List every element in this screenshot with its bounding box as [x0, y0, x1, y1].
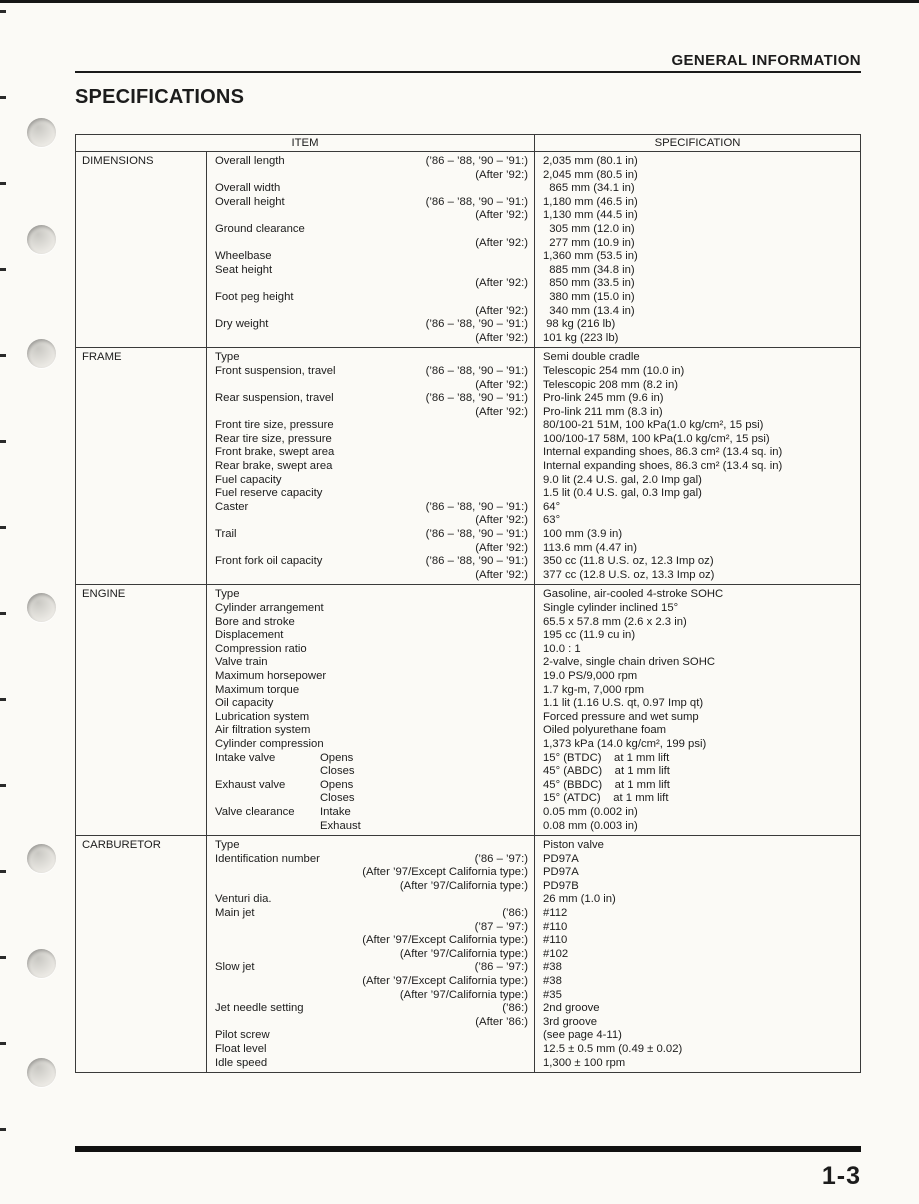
spec-value: #38 [543, 975, 562, 988]
item-label [215, 820, 218, 834]
spec-value: #112 [543, 907, 568, 920]
section-label: CARBURETOR [76, 836, 207, 1072]
item-label: Wheelbase [215, 250, 272, 263]
item-qualifier: (After ’97/Except California type:) [362, 975, 528, 988]
item-line [215, 528, 528, 542]
column-header-specification: SPECIFICATION [654, 137, 741, 149]
section-label: ENGINE [76, 585, 207, 835]
item-label: Float level [215, 1043, 267, 1055]
item-qualifier: (After ’92:) [475, 168, 528, 181]
item-label: Idle speed [215, 1056, 268, 1069]
spec-value: 850 mm (33.5 in) [543, 277, 635, 290]
item-qualifier: (After ’97/California type:) [399, 947, 528, 960]
item-label: Maximum torque [215, 683, 300, 696]
spec-value: 1,360 mm (53.5 in) [543, 250, 638, 263]
spec-value: 1,373 kPa (14.0 kg/cm², 199 psi) [543, 737, 707, 750]
spec-value: 885 mm (34.8 in) [543, 263, 635, 276]
item-label: Trail [215, 528, 237, 541]
binder-hole [27, 118, 56, 147]
item-label: Maximum horsepower [215, 669, 327, 682]
spec-value: 3rd groove [543, 1015, 598, 1028]
item-sublabel: Closes [320, 792, 355, 805]
item-label: Front brake, swept area [215, 446, 335, 459]
scan-tick [0, 956, 6, 959]
table-section-dimensions [76, 152, 860, 348]
item-label [215, 209, 218, 223]
item-label [215, 277, 218, 291]
scan-tick [0, 784, 6, 787]
spec-value: Forced pressure and wet sump [543, 710, 699, 723]
item-label: Type [215, 839, 240, 852]
item-line [215, 419, 528, 433]
table-section-engine [76, 585, 860, 836]
item-qualifier: (’86 – ’88, ’90 – ’91:) [425, 392, 528, 405]
item-label: Type [215, 351, 240, 364]
spec-value: #38 [543, 961, 562, 974]
binder-hole [27, 225, 56, 254]
spec-value: Internal expanding shoes, 86.3 cm² (13.4 sq. in) [543, 460, 783, 473]
spec-value: #35 [543, 988, 562, 1001]
item-qualifier: (’86 – ’88, ’90 – ’91:) [425, 528, 528, 541]
spec-value: (see page 4-11) [543, 1029, 622, 1042]
spec-value: 45° (ABDC) at 1 mm lift [543, 765, 670, 778]
item-label: Exhaust valve [215, 778, 286, 791]
item-line [215, 1029, 528, 1043]
item-qualifier: (After ’92:) [475, 304, 528, 317]
item-label: Intake valve [215, 751, 276, 764]
item-line [215, 670, 528, 684]
item-qualifier: (’86 – ’88, ’90 – ’91:) [425, 195, 528, 208]
spec-value: 2,045 mm (80.5 in) [543, 168, 638, 181]
item-label: Compression ratio [215, 642, 307, 655]
item-line [215, 433, 528, 447]
item-line [215, 921, 528, 935]
scan-tick [0, 870, 6, 873]
table-section-carburetor [76, 836, 860, 1072]
item-line [215, 351, 528, 365]
item-line [215, 711, 528, 725]
item-line [215, 514, 528, 528]
table-header-row [76, 135, 860, 152]
specifications-table [75, 134, 861, 1073]
item-column [207, 348, 535, 584]
item-label [215, 379, 218, 393]
item-line [215, 820, 528, 834]
item-label: Fuel reserve capacity [215, 487, 323, 500]
item-line [215, 460, 528, 474]
spec-value: 2nd groove [543, 1002, 600, 1015]
item-line [215, 1057, 528, 1071]
item-line [215, 542, 528, 556]
item-label: Valve train [215, 656, 268, 669]
item-label: Foot peg height [215, 290, 294, 303]
item-line [215, 446, 528, 460]
spec-value: 101 kg (223 lb) [543, 331, 619, 344]
item-line [215, 1016, 528, 1030]
item-line [215, 169, 528, 183]
item-line [215, 392, 528, 406]
spec-value: 2,035 mm (80.1 in) [543, 155, 638, 167]
spec-value: 100 mm (3.9 in) [543, 528, 623, 541]
spec-value: 1.7 kg-m, 7,000 rpm [543, 683, 645, 696]
spec-value: 1,300 ± 100 rpm [543, 1056, 626, 1069]
item-label: Front suspension, travel [215, 364, 336, 377]
spec-value: 63° [543, 514, 561, 527]
item-line [215, 209, 528, 223]
item-qualifier: (After ’92:) [475, 568, 528, 581]
spec-value: Oiled polyurethane foam [543, 724, 667, 737]
item-qualifier: (After ’92:) [475, 541, 528, 554]
item-line [215, 155, 528, 169]
item-label: Lubrication system [215, 710, 310, 723]
page-number: 1-3 [821, 1162, 861, 1190]
item-line [215, 555, 528, 569]
item-label [215, 989, 218, 1003]
spec-value: 1.5 lit (0.4 U.S. gal, 0.3 Imp gal) [543, 487, 702, 500]
spec-value: PD97A [543, 866, 579, 879]
spec-value: 277 mm (10.9 in) [543, 236, 635, 249]
item-label: Cylinder compression [215, 737, 324, 750]
binder-hole [27, 844, 56, 873]
spec-value: 1,180 mm (46.5 in) [543, 195, 638, 208]
spec-value: PD97B [543, 879, 579, 892]
spec-value: Pro-link 245 mm (9.6 in) [543, 392, 664, 405]
spec-value: 9.0 lit (2.4 U.S. gal, 2.0 Imp gal) [543, 473, 702, 486]
spec-value: Telescopic 254 mm (10.0 in) [543, 364, 685, 377]
item-label: Identification number [215, 852, 320, 865]
item-line [215, 406, 528, 420]
item-sublabel: Opens [320, 778, 354, 791]
spec-value: 64° [543, 500, 561, 513]
item-qualifier: (After ’92:) [475, 331, 528, 344]
item-line [215, 602, 528, 616]
binder-hole [27, 593, 56, 622]
item-line [215, 853, 528, 867]
item-label [215, 1016, 218, 1030]
item-label [215, 169, 218, 183]
item-line [215, 305, 528, 319]
scan-tick [0, 182, 6, 185]
item-qualifier: (’86 – ’88, ’90 – ’91:) [425, 318, 528, 331]
spec-value: 377 cc (12.8 U.S. oz, 13.3 Imp oz) [543, 568, 715, 581]
spec-value: 12.5 ± 0.5 mm (0.49 ± 0.02) [543, 1043, 683, 1055]
item-label: Front tire size, pressure [215, 419, 334, 432]
item-qualifier: (After ’97/California type:) [399, 988, 528, 1001]
item-line [215, 501, 528, 515]
spec-value: Pro-link 211 mm (8.3 in) [543, 405, 663, 418]
spec-value: 865 mm (34.1 in) [543, 182, 635, 195]
item-qualifier: (After ’92:) [475, 378, 528, 391]
spec-value: Single cylinder inclined 15° [543, 602, 679, 614]
spec-value: 100/100-17 58M, 100 kPa(1.0 kg/cm², 15 psi) [543, 432, 770, 445]
item-label: Type [215, 588, 240, 601]
item-line [215, 989, 528, 1003]
scan-tick [0, 10, 6, 13]
scan-tick [0, 1128, 6, 1131]
scan-tick [0, 96, 6, 99]
spec-value: Gasoline, air-cooled 4-stroke SOHC [543, 588, 724, 601]
item-label: Displacement [215, 629, 284, 642]
spec-value: 0.08 mm (0.003 in) [543, 819, 638, 832]
item-line [215, 961, 528, 975]
item-line [215, 738, 528, 752]
item-sublabel: Closes [320, 765, 355, 778]
item-line [215, 893, 528, 907]
item-label [215, 569, 218, 583]
spec-value: 15° (ATDC) at 1 mm lift [543, 792, 669, 805]
item-line [215, 569, 528, 583]
spec-value: 0.05 mm (0.002 in) [543, 805, 638, 818]
item-label: Dry weight [215, 318, 269, 331]
item-label [215, 975, 218, 989]
item-label [215, 514, 218, 528]
spec-value: Semi double cradle [543, 351, 640, 364]
item-label [215, 948, 218, 962]
spec-value: 65.5 x 57.8 mm (2.6 x 2.3 in) [543, 615, 687, 628]
item-line [215, 250, 528, 264]
scan-tick [0, 526, 6, 529]
item-qualifier: (After ’97/California type:) [399, 879, 528, 892]
item-line [215, 629, 528, 643]
spec-value: 1.1 lit (1.16 U.S. qt, 0.97 Imp qt) [543, 697, 704, 710]
spec-value: PD97A [543, 852, 579, 865]
item-sublabel: Intake [320, 805, 351, 818]
item-label: Caster [215, 500, 249, 513]
item-line [215, 643, 528, 657]
header-rule [75, 71, 861, 73]
item-line [215, 487, 528, 501]
item-label: Oil capacity [215, 697, 274, 710]
item-qualifier: (After ’92:) [475, 209, 528, 222]
item-label: Rear suspension, travel [215, 392, 334, 405]
item-qualifier: (’87 – ’97:) [474, 920, 528, 933]
item-label [215, 305, 218, 319]
item-line [215, 588, 528, 602]
item-qualifier: (’86 – ’97:) [474, 961, 528, 974]
item-line [215, 779, 528, 793]
item-label [215, 866, 218, 880]
item-label: Seat height [215, 263, 273, 276]
item-line [215, 196, 528, 210]
item-sublabel: Exhaust [320, 819, 361, 832]
item-line [215, 792, 528, 806]
spec-value: 45° (BBDC) at 1 mm lift [543, 778, 670, 791]
item-label: Main jet [215, 907, 255, 920]
item-label: Overall height [215, 195, 285, 208]
item-label [215, 332, 218, 346]
item-line [215, 934, 528, 948]
item-label: Fuel capacity [215, 473, 282, 486]
item-qualifier: (After ’92:) [475, 236, 528, 249]
item-label [215, 880, 218, 894]
item-qualifier: (After ’92:) [475, 514, 528, 527]
item-qualifier: (’86 – ’88, ’90 – ’91:) [425, 364, 528, 377]
item-sublabel: Opens [320, 751, 354, 764]
spec-value: #102 [543, 947, 569, 960]
item-line [215, 237, 528, 251]
scan-tick [0, 698, 6, 701]
spec-column [535, 836, 860, 1072]
spec-value: 15° (BTDC) at 1 mm lift [543, 751, 670, 764]
item-qualifier: (’86 – ’88, ’90 – ’91:) [425, 500, 528, 513]
scan-top-edge [0, 0, 919, 3]
item-qualifier: (’86 – ’88, ’90 – ’91:) [425, 155, 528, 167]
item-label: Rear tire size, pressure [215, 432, 332, 445]
section-label: DIMENSIONS [76, 152, 207, 347]
column-header-item: ITEM [76, 135, 535, 151]
page-title: SPECIFICATIONS [75, 86, 245, 108]
item-line [215, 752, 528, 766]
item-line [215, 880, 528, 894]
item-label: Jet needle setting [215, 1002, 304, 1015]
spec-column [535, 585, 860, 835]
item-qualifier: (’86:) [502, 1002, 528, 1015]
item-line [215, 656, 528, 670]
spec-value: #110 [543, 934, 568, 947]
item-qualifier: (After ’92:) [475, 405, 528, 418]
spec-value: 19.0 PS/9,000 rpm [543, 669, 638, 682]
item-label [215, 542, 218, 556]
spec-value: 305 mm (12.0 in) [543, 222, 635, 235]
binder-hole [27, 1058, 56, 1087]
scan-tick [0, 268, 6, 271]
spec-value: 98 kg (216 lb) [543, 318, 616, 331]
spec-column [535, 348, 860, 584]
section-header: GENERAL INFORMATION [671, 52, 861, 69]
item-line [215, 839, 528, 853]
binder-hole [27, 339, 56, 368]
spec-value: Telescopic 208 mm (8.2 in) [543, 378, 678, 391]
binder-hole [27, 949, 56, 978]
item-qualifier: (After ’97/Except California type:) [362, 934, 528, 947]
item-label: Cylinder arrangement [215, 602, 324, 614]
item-line [215, 765, 528, 779]
item-line [215, 379, 528, 393]
scan-tick [0, 440, 6, 443]
spec-value: 113.6 mm (4.47 in) [543, 541, 637, 554]
item-label: Ground clearance [215, 222, 305, 235]
item-label [215, 934, 218, 948]
item-line [215, 1043, 528, 1057]
item-column [207, 585, 535, 835]
item-line [215, 365, 528, 379]
item-line [215, 975, 528, 989]
item-label: Pilot screw [215, 1029, 270, 1042]
scan-tick [0, 612, 6, 615]
spec-value: 10.0 : 1 [543, 642, 581, 655]
item-label: Rear brake, swept area [215, 460, 333, 473]
scan-tick [0, 1042, 6, 1045]
item-line [215, 697, 528, 711]
item-column [207, 836, 535, 1072]
spec-value: 80/100-21 51M, 100 kPa(1.0 kg/cm², 15 psi) [543, 419, 764, 432]
spec-table-body [76, 152, 860, 1072]
item-qualifier: (’86 – ’88, ’90 – ’91:) [425, 555, 528, 568]
spec-value: Internal expanding shoes, 86.3 cm² (13.4 sq. in) [543, 446, 783, 459]
item-line [215, 277, 528, 291]
section-label: FRAME [76, 348, 207, 584]
item-qualifier: (’86 – ’97:) [474, 852, 528, 865]
item-label: Slow jet [215, 961, 255, 974]
spec-value: 195 cc (11.9 cu in) [543, 629, 636, 642]
item-line [215, 866, 528, 880]
item-label: Air filtration system [215, 724, 311, 737]
spec-column [535, 152, 860, 347]
item-line [215, 474, 528, 488]
item-line [215, 907, 528, 921]
spec-value: 340 mm (13.4 in) [543, 304, 635, 317]
item-line [215, 291, 528, 305]
item-label: Bore and stroke [215, 615, 295, 628]
item-qualifier: (After ’92:) [475, 277, 528, 290]
spec-value: 1,130 mm (44.5 in) [543, 209, 638, 222]
item-line [215, 684, 528, 698]
spec-value: #110 [543, 920, 568, 933]
spec-value: Piston valve [543, 839, 604, 852]
item-qualifier: (’86:) [502, 907, 528, 920]
item-qualifier: (After ’97/Except California type:) [362, 866, 528, 879]
item-line [215, 1002, 528, 1016]
spec-value: 380 mm (15.0 in) [543, 290, 635, 303]
item-column [207, 152, 535, 347]
item-label [215, 921, 218, 935]
spec-value: 26 mm (1.0 in) [543, 893, 616, 906]
item-line [215, 264, 528, 278]
table-section-frame [76, 348, 860, 585]
spec-value: 2-valve, single chain driven SOHC [543, 656, 716, 669]
spec-value: 350 cc (11.8 U.S. oz, 12.3 Imp oz) [543, 555, 714, 568]
item-qualifier: (After ’86:) [475, 1015, 528, 1028]
item-line [215, 318, 528, 332]
item-line [215, 724, 528, 738]
item-label [215, 765, 218, 779]
item-label: Valve clearance [215, 805, 295, 818]
item-label [215, 237, 218, 251]
item-line [215, 223, 528, 237]
footer-bar [75, 1146, 861, 1152]
item-line [215, 806, 528, 820]
item-label: Venturi dia. [215, 893, 272, 906]
item-line [215, 332, 528, 346]
scan-tick [0, 354, 6, 357]
item-line [215, 948, 528, 962]
item-label: Overall width [215, 182, 281, 195]
item-label [215, 406, 218, 420]
item-label [215, 792, 218, 806]
item-label: Front fork oil capacity [215, 555, 323, 568]
item-line [215, 616, 528, 630]
item-line [215, 182, 528, 196]
item-label: Overall length [215, 155, 285, 167]
